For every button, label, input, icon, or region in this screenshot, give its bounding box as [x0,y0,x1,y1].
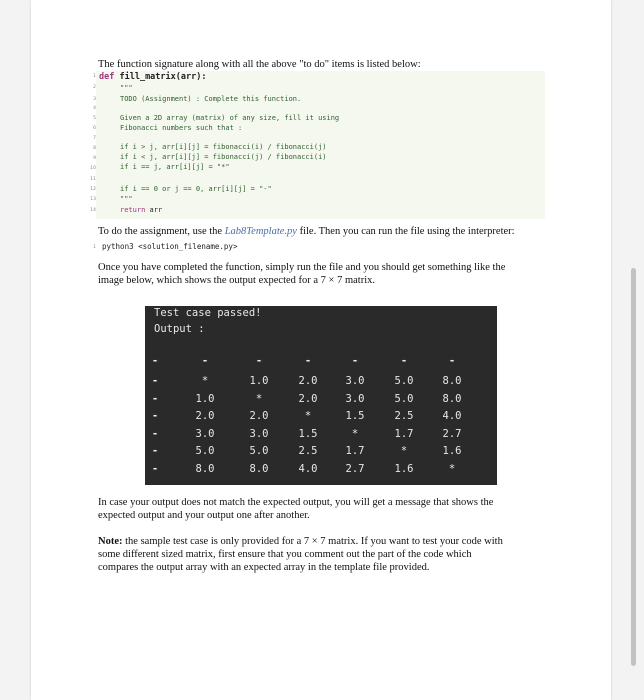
def-keyword: def [99,72,115,82]
matrix-cell: * [448,463,456,475]
code-rule-1: if i > j, arr[i][j] = fibonacci(i) / fibonacci(j) [120,143,327,151]
matrix-cell: 8.0 [442,392,462,405]
completed-text-1: Once you have completed the function, simply run the file and you should get something like the [98,262,506,273]
matrix-cell: * [400,445,408,458]
terminal-output-label: Output : [154,323,205,335]
code-line-number: 10 [90,166,96,171]
code-def-line [99,72,206,82]
code-line-number: 11 [90,177,96,182]
note-label: Note: [98,536,123,547]
return-keyword: return [120,206,146,214]
code-rule-2: if i < j, arr[i][j] = fibonacci(j) / fibonacci(i) [120,153,327,161]
code-given-1: Given a 2D array (matrix) of any size, fill it using [120,114,340,122]
def-signature: fill_matrix(arr): [114,72,207,82]
matrix-cell: 8.0 [249,463,269,475]
command-line-number: 1 [93,245,96,250]
matrix-cell: - [151,410,159,423]
matrix-cell: 2.5 [394,410,414,423]
matrix-cell: - [151,392,159,405]
note-line-1 [98,535,548,548]
matrix-cell: 3.0 [195,427,215,440]
code-line-number: 8 [93,146,96,151]
matrix-cell: 8.0 [195,463,215,475]
matrix-cell: * [255,392,263,405]
instruction-pre: To do the assignment, use the [98,226,225,237]
code-line-number: 3 [93,97,96,102]
matrix-cell: 2.0 [298,375,318,387]
matrix-cell: 5.0 [249,445,269,458]
code-todo: TODO (Assignment) : Complete this function. [120,95,302,103]
matrix-header-cell: - [201,355,209,367]
return-value: arr [145,206,163,214]
matrix-cell: - [151,445,159,458]
matrix-cell: 1.6 [394,463,414,475]
matrix-header-cell: - [255,355,263,367]
matrix-header-cell: - [151,355,159,367]
matrix-cell: 1.7 [394,427,414,440]
code-line-number: 13 [90,197,96,202]
code-line-number: 12 [90,187,96,192]
code-line-number: 14 [90,208,96,213]
mismatch-text-2: expected output and your output one after another. [98,510,310,521]
matrix-cell: 5.0 [394,375,414,387]
matrix-cell: 1.5 [345,410,365,423]
matrix-cell: 2.7 [345,463,365,475]
matrix-cell: 2.0 [249,410,269,423]
command-snippet: python3 <solution_filename.py> [102,242,238,251]
code-rule-4: if i == 0 or j == 0, arr[i][j] = "-" [120,185,272,193]
matrix-cell: * [351,427,359,440]
matrix-cell: - [151,463,159,475]
matrix-cell: 1.5 [298,427,318,440]
matrix-cell: 4.0 [298,463,318,475]
code-line-number: 1 [93,74,96,79]
matrix-header-cell: - [351,355,359,367]
matrix-cell: 2.0 [195,410,215,423]
matrix-cell: - [151,427,159,440]
matrix-cell: 3.0 [345,375,365,387]
code-line-number: 2 [93,85,96,90]
matrix-cell: * [201,375,209,387]
code-docstring-open: """ [120,84,133,92]
matrix-cell: 1.6 [442,445,462,458]
code-line-number: 6 [93,126,96,131]
code-given-2: Fibonacci numbers such that : [120,124,243,132]
matrix-header-cell: - [448,355,456,367]
matrix-cell: * [304,410,312,423]
terminal-output-image [145,306,497,485]
code-rule-3: if i == j, arr[i][j] = "*" [120,163,230,171]
matrix-header-cell: - [400,355,408,367]
note-line-2: some different sized matrix, first ensure that you comment out the part of the code which [98,549,472,560]
completed-text-2: image below, which shows the output expected for a 7 × 7 matrix. [98,275,376,286]
matrix-cell: 2.0 [298,392,318,405]
matrix-cell: 8.0 [442,375,462,387]
code-return-line [120,206,162,214]
matrix-cell: 4.0 [442,410,462,423]
matrix-cell: 1.0 [195,392,215,405]
code-line-number: 4 [93,106,96,111]
matrix-cell: 5.0 [195,445,215,458]
matrix-cell: 2.5 [298,445,318,458]
matrix-cell: 2.7 [442,427,462,440]
matrix-cell: 5.0 [394,392,414,405]
note-text-1: the sample test case is only provided for a 7 × 7 matrix. If you want to test your code with [122,536,503,547]
scrollbar-thumb[interactable] [631,268,636,666]
matrix-header-cell: - [304,355,312,367]
instruction-text [98,225,548,238]
intro-text: The function signature along with all the above "to do" items is listed below: [98,59,421,70]
matrix-cell: 1.0 [249,375,269,387]
code-line-number: 9 [93,156,96,161]
mismatch-text-1: In case your output does not match the expected output, you will get a message that shows the [98,497,494,508]
terminal-status: Test case passed! [154,307,262,319]
note-line-3: compares the output array with an expected array in the template file provided. [98,562,430,573]
matrix-cell: 3.0 [249,427,269,440]
code-line-number: 5 [93,116,96,121]
matrix-cell: 3.0 [345,392,365,405]
instruction-post: file. Then you can run the file using the interpreter: [296,226,515,237]
template-file-name: Lab8Template.py [224,226,297,237]
code-line-number: 7 [93,136,96,141]
matrix-cell: - [151,375,159,387]
matrix-cell: 1.7 [345,445,365,458]
code-docstring-close: """ [120,195,133,203]
